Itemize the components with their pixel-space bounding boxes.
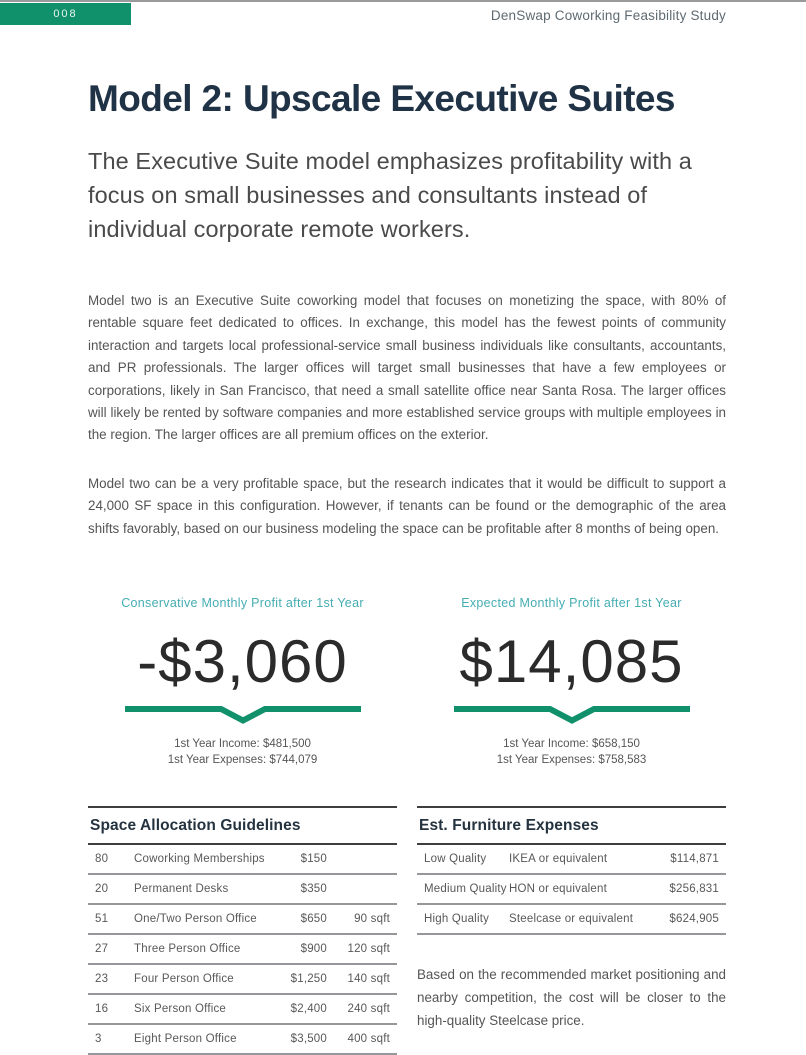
cell-name: Three Person Office: [134, 943, 241, 956]
stat-conservative-profit: [88, 596, 397, 768]
stat-detail: [88, 736, 397, 768]
document-header-title: DenSwap Coworking Feasibility Study: [490, 8, 726, 23]
cell-sqft: 90 sqft: [354, 913, 390, 926]
cell-quality: High Quality: [424, 913, 490, 926]
body-paragraph-1: Model two is an Executive Suite coworking model that focuses on monetizing the space, with 80% of rentable square feet dedicated to offices. In exchange, this model has the fewest points of community interaction and targets local professional-service small business individuals like consultants, accountants, and PR professionals. The larger offices will target small businesses that have a few employees or corporations, likely in San Francisco, that need a small satellite office near Santa Rosa. The larger offices will likely be rented by software companies and more established service groups with multiple employees in the region. The larger offices are all premium offices on the exterior.: [88, 293, 726, 443]
cell-price: $114,871: [670, 853, 719, 866]
table-row: [88, 845, 397, 875]
space-allocation-table: [88, 806, 397, 1055]
cell-brand: HON or equivalent: [509, 883, 607, 896]
space-allocation-column: [88, 806, 397, 1055]
cell-count: 23: [95, 973, 109, 986]
cell-price: $624,905: [669, 913, 719, 926]
cell-count: 80: [95, 853, 109, 866]
underline-notch-icon: [454, 706, 690, 724]
cell-count: 27: [95, 943, 109, 956]
cell-sqft: 120 sqft: [347, 943, 390, 956]
table-title: Est. Furniture Expenses: [417, 808, 726, 845]
cell-price: $150: [300, 853, 327, 866]
tables-row: [88, 806, 726, 1055]
cell-count: 51: [95, 913, 109, 926]
cell-name: Permanent Desks: [134, 883, 229, 896]
cell-price: $650: [300, 913, 327, 926]
cell-name: Six Person Office: [134, 1003, 227, 1016]
table-row: [88, 995, 397, 1025]
page-number: 008: [53, 8, 78, 20]
table-title: Space Allocation Guidelines: [88, 808, 397, 845]
cell-name: Four Person Office: [134, 973, 234, 986]
stat-label: Conservative Monthly Profit after 1st Year: [121, 596, 364, 611]
cell-brand: IKEA or equivalent: [509, 853, 608, 866]
page-subtitle: The Executive Suite model emphasizes profitability with a focus on small businesses and consultants instead of individual corporate remote workers.: [88, 148, 692, 242]
cell-sqft: 140 sqft: [347, 973, 390, 986]
underline-notch-icon: [125, 706, 361, 724]
cell-price: $2,400: [290, 1003, 327, 1016]
cell-name: Eight Person Office: [134, 1033, 237, 1046]
furniture-expenses-table: [417, 806, 726, 935]
stat-expenses: 1st Year Expenses: $744,079: [167, 754, 318, 767]
page-content: [88, 0, 726, 1055]
cell-sqft: 240 sqft: [347, 1003, 390, 1016]
cell-brand: Steelcase or equivalent: [509, 913, 634, 926]
stat-income: 1st Year Income: $481,500: [174, 738, 311, 751]
cell-count: 16: [95, 1003, 109, 1016]
cell-quality: Medium Quality: [424, 883, 507, 896]
stat-expected-profit: [417, 596, 726, 768]
table-row: [417, 875, 726, 905]
stat-value: $14,085: [459, 628, 684, 696]
stat-label: Expected Monthly Profit after 1st Year: [461, 596, 682, 611]
table-row: [417, 845, 726, 875]
cell-price: $900: [300, 943, 327, 956]
page-title: Model 2: Upscale Executive Suites: [88, 78, 675, 119]
cell-price: $350: [300, 883, 327, 896]
table-row: [88, 905, 397, 935]
body-paragraph-2: Model two can be a very profitable space, but the research indicates that it would be difficult to support a 24,000 SF space in this configuration. However, if tenants can be found or the demographic of the area shifts favorably, based on our business modeling the space can be profitable after 8 months of being open.: [88, 475, 726, 536]
cell-name: Coworking Memberships: [134, 853, 265, 866]
cell-sqft: 400 sqft: [347, 1033, 390, 1046]
table-row: [88, 875, 397, 905]
cell-price: $1,250: [290, 973, 327, 986]
stat-detail: [417, 736, 726, 768]
table-row: [88, 1025, 397, 1055]
table-row: [88, 965, 397, 995]
stat-expenses: 1st Year Expenses: $758,583: [496, 754, 647, 767]
cell-price: $256,831: [669, 883, 719, 896]
profit-stats-row: [88, 596, 726, 768]
cell-name: One/Two Person Office: [134, 913, 257, 926]
table-row: [88, 935, 397, 965]
stat-income: 1st Year Income: $658,150: [503, 738, 640, 751]
stat-value: -$3,060: [137, 628, 348, 696]
cell-count: 20: [95, 883, 109, 896]
cell-quality: Low Quality: [424, 853, 487, 866]
furniture-note-paragraph: Based on the recommended market positioning and nearby competition, the cost will be closer to the high-quality Steelcase price.: [417, 967, 726, 1029]
table-row: [417, 905, 726, 935]
cell-price: $3,500: [290, 1033, 327, 1046]
cell-count: 3: [95, 1033, 102, 1046]
furniture-expenses-column: [417, 806, 726, 1055]
